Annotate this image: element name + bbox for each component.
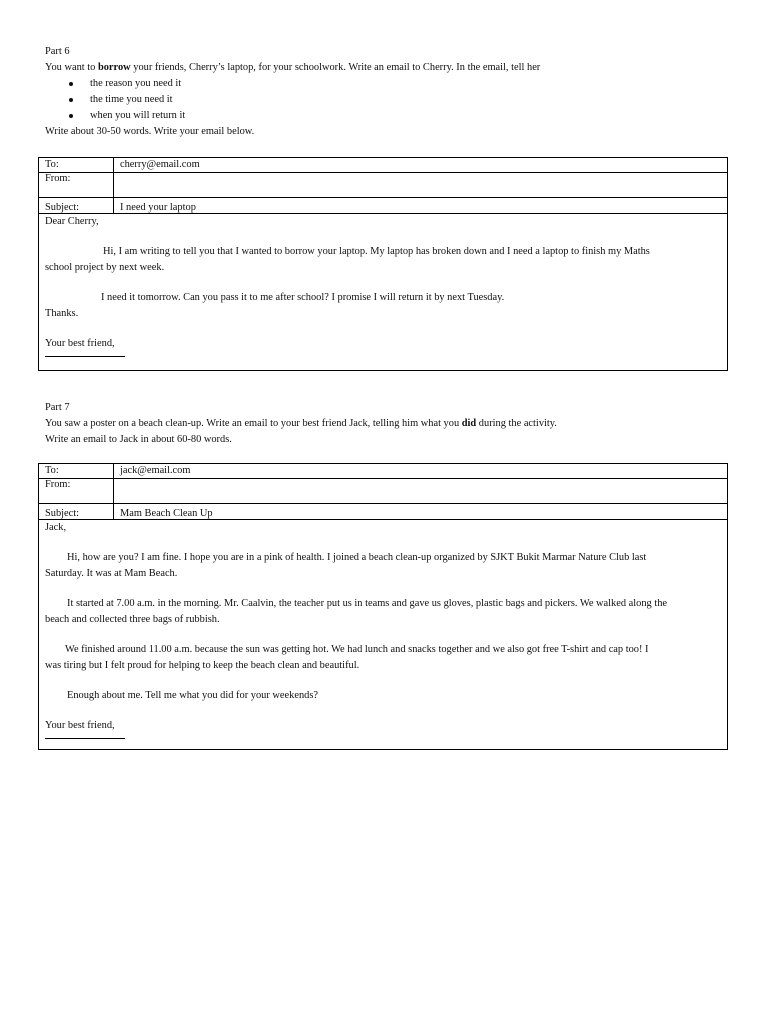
email-thanks: Thanks. [45,308,79,319]
email-subject-label: Subject: [39,504,114,519]
part7-email-form [38,463,728,750]
email-paragraph: It started at 7.00 a.m. in the morning. Mr. Caalvin, the teacher put us in teams and gave us gloves, plastic bags and pickers. We walked along the [67,598,668,609]
email-paragraph: school project by next week. [45,262,165,273]
email-from-label: From: [39,173,114,197]
email-paragraph: Enough about me. Tell me what you did for your weekends? [67,690,318,701]
email-paragraph: Hi, how are you? I am fine. I hope you are in a pink of health. I joined a beach clean-up organized by SJKT Bukit Marmar Nature Club last [67,552,647,563]
email-to-label: To: [39,158,114,172]
part6-prompt-emphasis: borrow [97,62,131,73]
email-greeting: Jack, [45,522,67,533]
part7-prompt-emphasis: did [461,418,477,429]
list-item: the reason you need it [45,76,540,92]
part7-heading: Part 7 [45,402,70,413]
email-from-field[interactable] [114,479,727,503]
part7-section [45,400,557,448]
email-from-field[interactable] [114,173,727,197]
email-body[interactable] [39,214,727,357]
email-subject-field[interactable]: Mam Beach Clean Up [120,508,213,519]
part6-section [45,44,540,140]
email-to-row [39,158,727,173]
email-to-field[interactable]: cherry@email.com [120,159,200,170]
part7-prompt: You saw a poster on a beach clean-up. Write an email to your best friend Jack, telling him what you did during the activity. [45,418,557,429]
email-paragraph: We finished around 11.00 a.m. because the sun was getting hot. We had lunch and snacks together and we also got free T-shirt and cap too! I [65,644,649,655]
email-subject-label: Subject: [39,198,114,213]
email-paragraph: Hi, I am writing to tell you that I wanted to borrow your laptop. My laptop has broken down and I need a laptop to finish my Maths [103,246,650,257]
email-greeting: Dear Cherry, [45,216,99,227]
signature-line [45,355,125,357]
part6-heading: Part 6 [45,46,70,57]
email-paragraph: was tiring but I felt proud for helping to keep the beach clean and beautiful. [45,660,360,671]
part6-bullet-list [45,76,540,124]
email-to-field[interactable]: jack@email.com [120,465,191,476]
email-from-label: From: [39,479,114,503]
signature-line [45,737,125,739]
email-paragraph: beach and collected three bags of rubbish. [45,614,220,625]
email-paragraph: I need it tomorrow. Can you pass it to me after school? I promise I will return it by next Tuesday. [101,292,505,303]
email-to-label: To: [39,464,114,478]
part7-instruction: Write an email to Jack in about 60-80 words. [45,434,232,445]
part6-instruction: Write about 30-50 words. Write your email below. [45,126,255,137]
email-body[interactable] [39,520,727,739]
part6-email-form [38,157,728,371]
email-paragraph: Saturday. It was at Mam Beach. [45,568,178,579]
email-subject-row [39,504,727,520]
email-closing: Your best friend, [45,338,115,349]
email-subject-row [39,198,727,214]
list-item: the time you need it [45,92,540,108]
list-item: when you will return it [45,108,540,124]
email-from-row [39,173,727,198]
email-to-row [39,464,727,479]
email-subject-field[interactable]: I need your laptop [120,202,196,213]
part6-prompt: You want to borrow your friends, Cherry’s laptop, for your schoolwork. Write an email to Cherry. In the email, tell her [45,62,541,73]
email-closing: Your best friend, [45,720,115,731]
email-from-row [39,479,727,504]
